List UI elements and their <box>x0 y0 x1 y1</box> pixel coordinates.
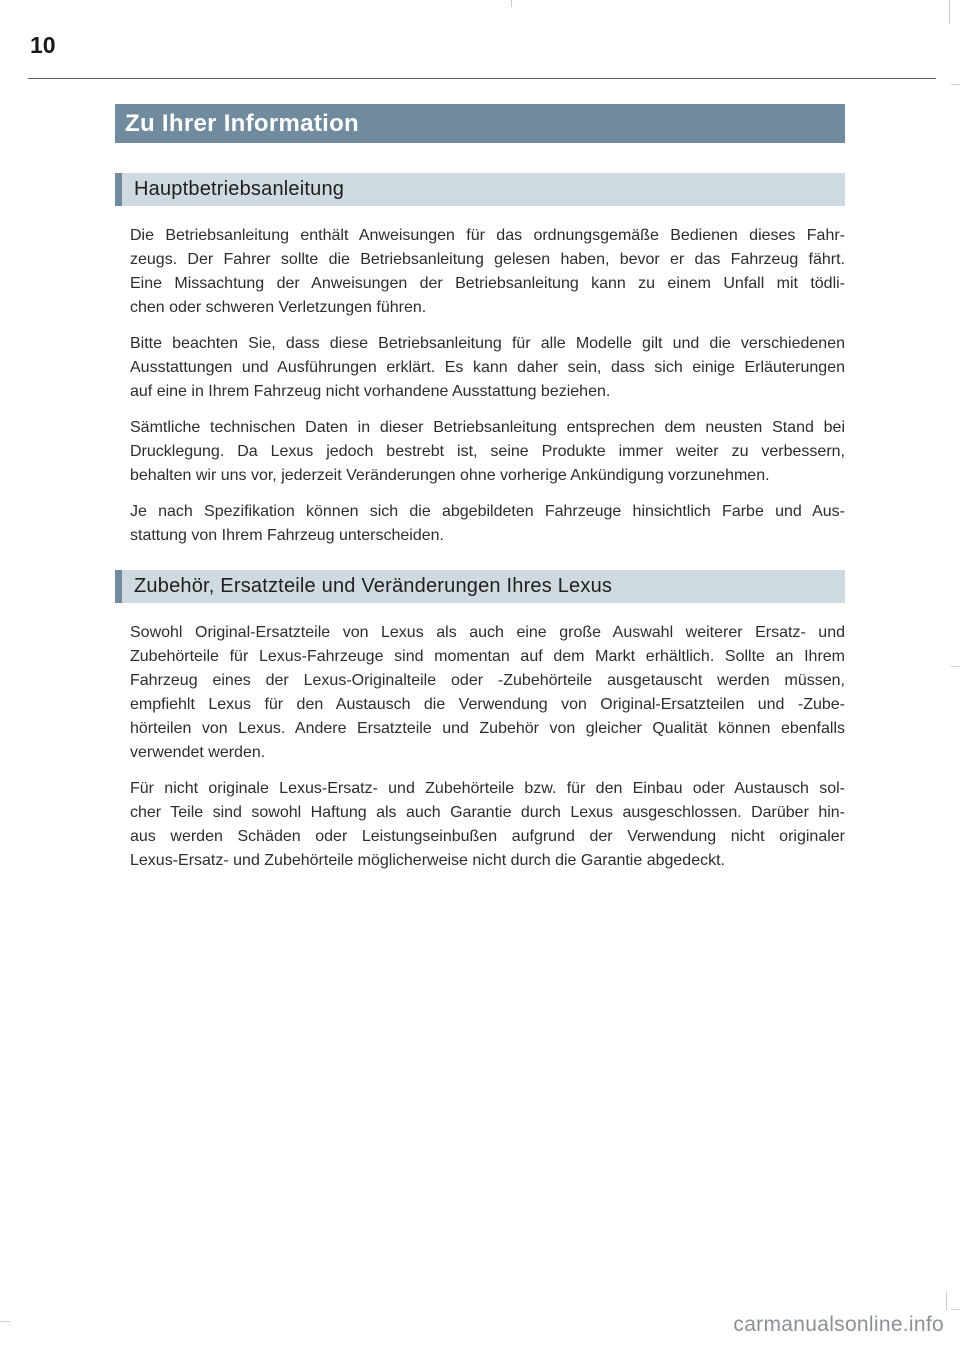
section-heading <box>115 173 845 206</box>
section-heading <box>115 570 845 603</box>
text-line: Lexus-Ersatz- und Zubehörteile möglicherweise nicht durch die Garantie abgedeckt. <box>130 852 725 869</box>
text-line: Eine Missachtung der Anweisungen der Betriebsanleitung kann zu einem Unfall mit tödli- <box>130 275 845 292</box>
crop-mark <box>946 1292 947 1310</box>
text-line: Für nicht originale Lexus-Ersatz- und Zubehörteile bzw. für den Einbau oder Austausch sol- <box>130 780 845 797</box>
text-line: empfiehlt Lexus für den Austausch die Verwendung von Original-Ersatzteilen und -Zube- <box>130 696 845 713</box>
section-hauptbetriebsanleitung <box>115 173 845 548</box>
section-heading-label: Zubehör, Ersatzteile und Veränderungen Ihres Lexus <box>134 575 613 597</box>
paragraph <box>130 416 845 488</box>
chapter-title: Zu Ihrer Information <box>125 109 359 137</box>
crop-mark <box>0 1321 10 1322</box>
text-line: Sowohl Original-Ersatzteile von Lexus als auch eine große Auswahl weiterer Ersatz- und <box>130 624 845 641</box>
page-content <box>115 104 845 885</box>
text-line: Die Betriebsanleitung enthält Anweisungen für das ordnungsgemäße Bedienen dieses Fahr- <box>130 227 845 244</box>
crop-mark <box>951 666 960 667</box>
chapter-banner <box>115 104 845 143</box>
text-line: verwendet werden. <box>130 744 266 761</box>
crop-mark <box>951 84 960 85</box>
text-line: auf eine in Ihrem Fahrzeug nicht vorhandene Ausstattung beziehen. <box>130 383 611 400</box>
text-line: Fahrzeug eines der Lexus-Originalteile oder -Zubehörteile ausgetauscht werden müssen, <box>130 672 845 689</box>
paragraph <box>130 777 845 873</box>
text-line: chen oder schweren Verletzungen führen. <box>130 299 427 316</box>
paragraph <box>130 500 845 548</box>
crop-mark <box>511 0 512 7</box>
text-line: Drucklegung. Da Lexus jedoch bestrebt ist, seine Produkte immer weiter zu verbessern, <box>130 443 845 460</box>
section-heading-bar <box>115 173 122 206</box>
crop-mark <box>949 0 950 24</box>
text-line: Ausstattungen und Ausführungen erklärt. Es kann daher sein, dass sich einige Erläuterungen <box>130 359 845 376</box>
section-spacer <box>115 560 845 570</box>
text-line: Zubehörteile für Lexus-Fahrzeuge sind momentan auf dem Markt erhältlich. Sollte an Ihrem <box>130 648 845 665</box>
section-heading-bar <box>115 570 122 603</box>
crop-mark <box>951 1309 960 1310</box>
text-line: hörteilen von Lexus. Andere Ersatzteile und Zubehör von gleicher Qualität können ebenfalls <box>130 720 845 737</box>
text-line: behalten wir uns vor, jederzeit Veränderungen ohne vorherige Ankündigung vorzunehmen. <box>130 467 770 484</box>
text-line: cher Teile sind sowohl Haftung als auch Garantie durch Lexus ausgeschlossen. Darüber hin- <box>130 804 845 821</box>
text-line: Bitte beachten Sie, dass diese Betriebsanleitung für alle Modelle gilt und die verschiedenen <box>130 335 845 352</box>
text-line: zeugs. Der Fahrer sollte die Betriebsanleitung gelesen haben, bevor er das Fahrzeug fährt. <box>130 251 845 268</box>
watermark: carmanualsonline.info <box>733 1313 944 1336</box>
text-line: Je nach Spezifikation können sich die abgebildeten Fahrzeuge hinsichtlich Farbe und Aus- <box>130 503 845 520</box>
text-line: Sämtliche technischen Daten in dieser Betriebsanleitung entsprechen dem neusten Stand bei <box>130 419 845 436</box>
paragraph <box>130 332 845 404</box>
paragraph <box>130 224 845 320</box>
text-line: stattung von Ihrem Fahrzeug unterscheiden. <box>130 527 444 544</box>
section-zubehoer-ersatzteile <box>115 570 845 873</box>
header-rule <box>28 78 936 79</box>
section-heading-label: Hauptbetriebsanleitung <box>134 178 345 200</box>
text-line: aus werden Schäden oder Leistungseinbußen aufgrund der Verwendung nicht originaler <box>130 828 845 845</box>
page-number: 10 <box>30 32 56 58</box>
paragraph <box>130 621 845 765</box>
